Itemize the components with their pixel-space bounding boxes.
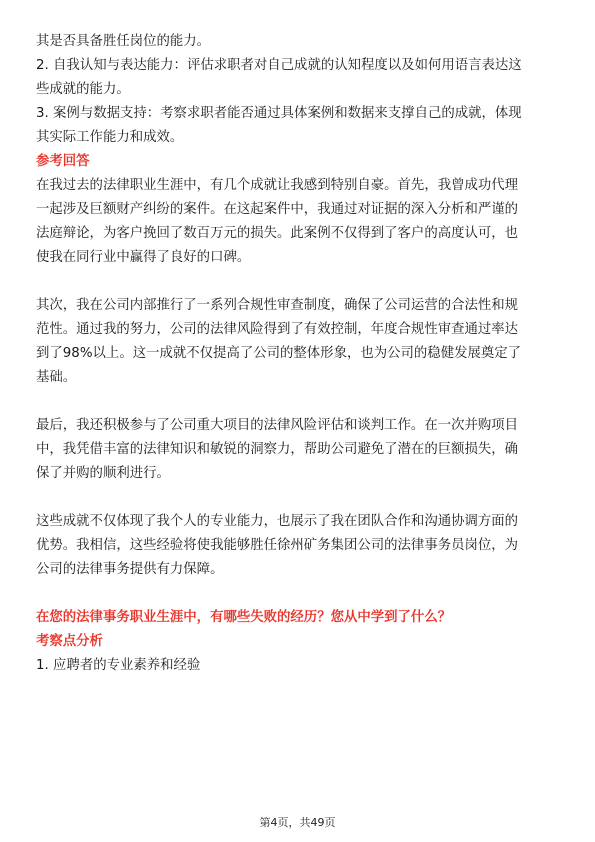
text-line: 其是否具备胜任岗位的能力。 <box>36 34 211 49</box>
answer-paragraph-2 <box>36 294 560 390</box>
answer-paragraph-4 <box>36 510 560 582</box>
text-line: 其实际工作能力和成效。 <box>36 130 184 145</box>
text-line: 3. 案例与数据支持：考察求职者能否通过具体案例和数据来支撑自己的成就，体现 <box>36 106 522 121</box>
paragraph-gap <box>36 270 560 294</box>
text-line: 使我在同行业中赢得了良好的口碑。 <box>36 250 251 265</box>
question-heading: 在您的法律事务职业生涯中，有哪些失败的经历？您从中学到了什么？ <box>36 610 452 625</box>
text-line: 优势。我相信，这些经验将使我能够胜任徐州矿务集团公司的法律事务员岗位，为 <box>36 538 519 553</box>
text-line: 保了并购的顺利进行。 <box>36 466 170 481</box>
text-line: 范性。通过我的努力，公司的法律风险得到了有效控制，年度合规性审查通过率达 <box>36 322 519 337</box>
text-line: 其次，我在公司内部推行了一系列合规性审查制度，确保了公司运营的合法性和规 <box>36 298 519 313</box>
paragraph-gap <box>36 486 560 510</box>
text-line: 公司的法律事务提供有力保障。 <box>36 562 224 577</box>
text-line: 到了98%以上。这一成就不仅提高了公司的整体形象，也为公司的稳健发展奠定了 <box>36 346 522 361</box>
text-line: 最后，我还积极参与了公司重大项目的法律风险评估和谈判工作。在一次并购项目 <box>36 418 519 433</box>
reference-answer-heading: 参考回答 <box>36 154 90 169</box>
text-line: 在我过去的法律职业生涯中，有几个成就让我感到特别自豪。首先，我曾成功代理 <box>36 178 519 193</box>
paragraph-gap <box>36 390 560 414</box>
answer-paragraph-3 <box>36 414 560 486</box>
paragraph-gap <box>36 582 560 606</box>
top-section <box>36 30 560 150</box>
text-line: 这些成就不仅体现了我个人的专业能力，也展示了我在团队合作和沟通协调方面的 <box>36 514 519 529</box>
text-line: 基础。 <box>36 370 77 385</box>
analysis-heading: 考察点分析 <box>36 634 103 649</box>
document-page <box>36 30 560 678</box>
text-line: 2. 自我认知与表达能力：评估求职者对自己成就的认知程度以及如何用语言表达这 <box>36 58 522 73</box>
text-line: 一起涉及巨额财产纠纷的案件。在这起案件中，我通过对证据的深入分析和严谨的 <box>36 202 519 217</box>
page-indicator: 第4页，共49页 <box>259 816 336 829</box>
answer-paragraph-1 <box>36 174 560 270</box>
text-line: 法庭辩论，为客户挽回了数百万元的损失。此案例不仅得到了客户的高度认可，也 <box>36 226 519 241</box>
text-line: 些成就的能力。 <box>36 82 130 97</box>
analysis-point: 1. 应聘者的专业素养和经验 <box>36 658 201 673</box>
text-line: 中，我凭借丰富的法律知识和敏锐的洞察力，帮助公司避免了潜在的巨额损失，确 <box>36 442 519 457</box>
